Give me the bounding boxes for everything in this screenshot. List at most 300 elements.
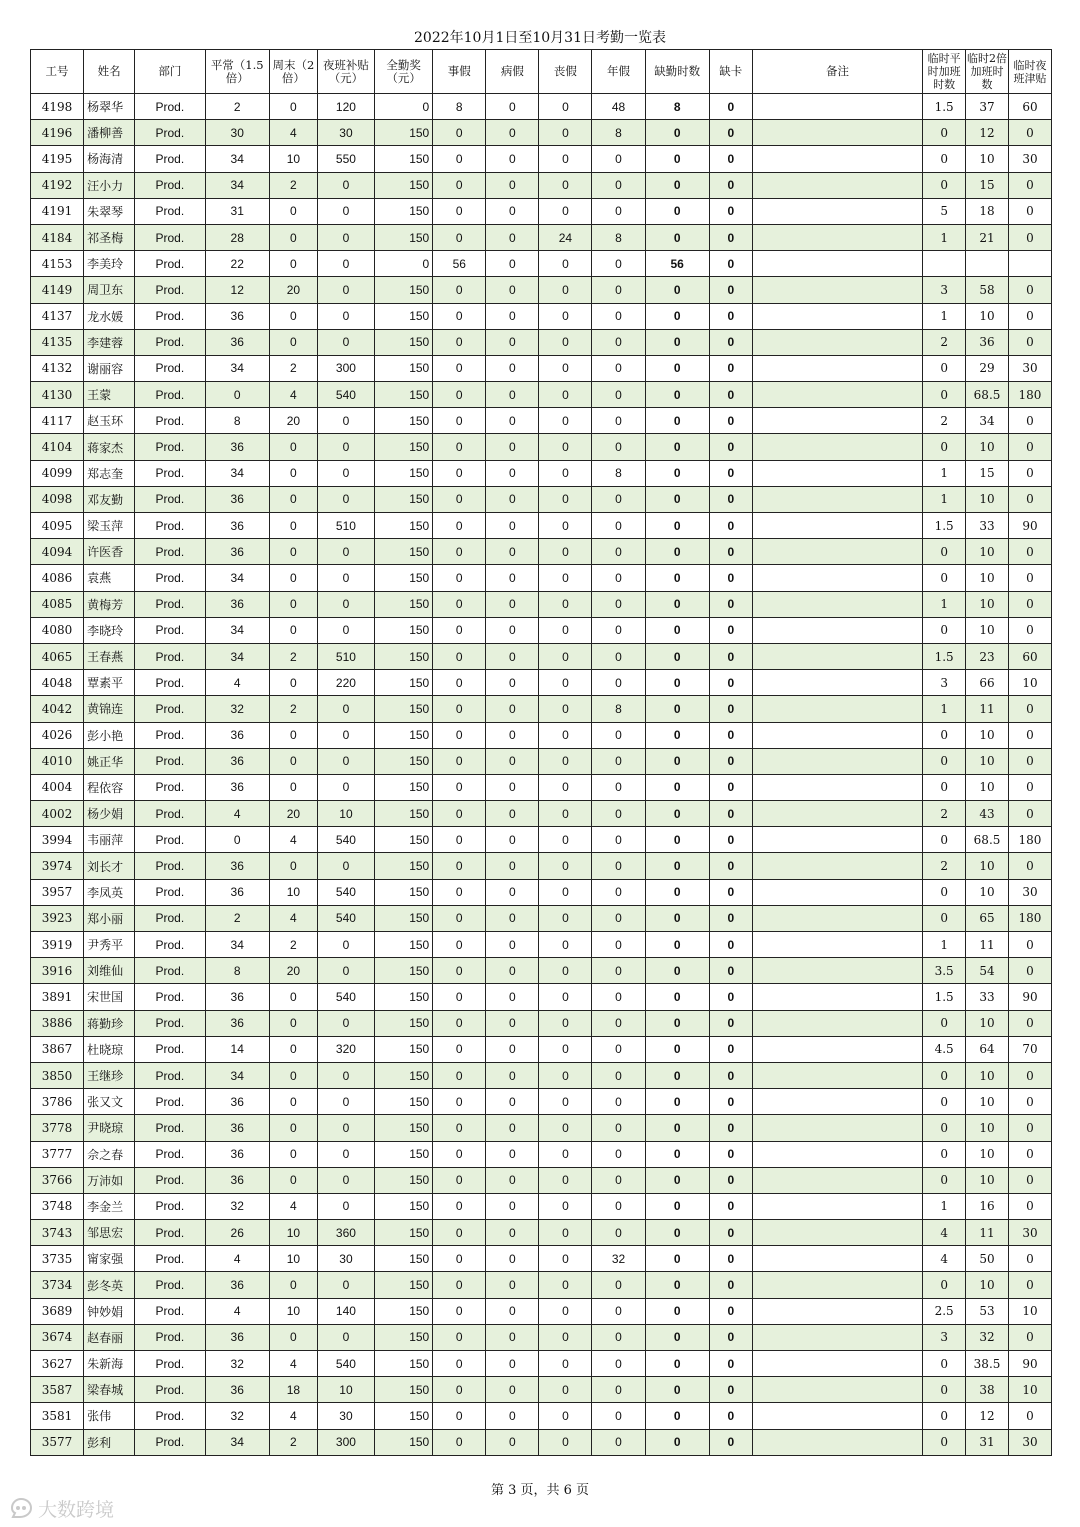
cell-annual-leave: 0	[592, 1036, 645, 1062]
cell-personal-leave: 0	[433, 120, 486, 146]
cell-full-attendance-bonus: 150	[375, 486, 433, 512]
cell-full-attendance-bonus: 150	[375, 120, 433, 146]
cell-name: 王继珍	[84, 1062, 135, 1088]
cell-missed-punch: 0	[709, 1141, 752, 1167]
cell-sick-leave: 0	[486, 1351, 539, 1377]
cell-annual-leave: 0	[592, 1193, 645, 1219]
cell-employee-id: 3734	[31, 1272, 84, 1298]
cell-weekday-ot: 36	[205, 591, 269, 617]
cell-personal-leave: 0	[433, 1351, 486, 1377]
cell-annual-leave: 0	[592, 748, 645, 774]
cell-bereavement-leave: 0	[539, 984, 592, 1010]
cell-weekend-ot: 20	[269, 277, 317, 303]
cell-temp-night-allowance: 30	[1008, 146, 1051, 172]
cell-remarks	[752, 146, 923, 172]
cell-bereavement-leave: 0	[539, 1403, 592, 1429]
cell-weekend-ot: 4	[269, 1403, 317, 1429]
cell-temp-double-ot: 10	[966, 722, 1009, 748]
cell-personal-leave: 0	[433, 643, 486, 669]
cell-temp-double-ot: 43	[966, 801, 1009, 827]
cell-personal-leave: 0	[433, 670, 486, 696]
table-row	[31, 1167, 1052, 1193]
cell-employee-id: 4004	[31, 774, 84, 800]
cell-bereavement-leave: 0	[539, 879, 592, 905]
cell-temp-night-allowance: 0	[1008, 486, 1051, 512]
header-col-bereavement-leave: 丧假	[539, 50, 592, 94]
cell-name: 姚正华	[84, 748, 135, 774]
cell-absence-hours: 0	[645, 1429, 709, 1455]
cell-temp-night-allowance: 0	[1008, 120, 1051, 146]
table-row	[31, 853, 1052, 879]
cell-department: Prod.	[135, 303, 205, 329]
table-row	[31, 696, 1052, 722]
cell-temp-night-allowance: 0	[1008, 722, 1051, 748]
cell-full-attendance-bonus: 150	[375, 958, 433, 984]
cell-temp-night-allowance: 0	[1008, 1272, 1051, 1298]
cell-sick-leave: 0	[486, 801, 539, 827]
cell-sick-leave: 0	[486, 1403, 539, 1429]
cell-temp-weekday-ot: 4	[923, 1246, 966, 1272]
cell-employee-id: 3766	[31, 1167, 84, 1193]
cell-remarks	[752, 460, 923, 486]
cell-night-allowance: 300	[317, 1429, 374, 1455]
cell-temp-weekday-ot: 0	[923, 748, 966, 774]
cell-remarks	[752, 1089, 923, 1115]
cell-department: Prod.	[135, 1167, 205, 1193]
cell-weekday-ot: 2	[205, 94, 269, 120]
cell-weekday-ot: 34	[205, 643, 269, 669]
cell-absence-hours: 0	[645, 434, 709, 460]
cell-full-attendance-bonus: 150	[375, 1403, 433, 1429]
cell-weekday-ot: 8	[205, 958, 269, 984]
cell-missed-punch: 0	[709, 801, 752, 827]
cell-temp-double-ot: 10	[966, 1115, 1009, 1141]
cell-temp-night-allowance: 0	[1008, 853, 1051, 879]
cell-weekday-ot: 34	[205, 1429, 269, 1455]
table-row	[31, 94, 1052, 120]
cell-personal-leave: 0	[433, 774, 486, 800]
cell-bereavement-leave: 0	[539, 801, 592, 827]
table-row	[31, 1220, 1052, 1246]
cell-weekend-ot: 10	[269, 1220, 317, 1246]
cell-sick-leave: 0	[486, 879, 539, 905]
cell-employee-id: 4198	[31, 94, 84, 120]
cell-weekday-ot: 36	[205, 748, 269, 774]
cell-name: 彭冬英	[84, 1272, 135, 1298]
cell-employee-id: 3674	[31, 1324, 84, 1350]
cell-temp-night-allowance: 0	[1008, 1115, 1051, 1141]
cell-full-attendance-bonus: 150	[375, 434, 433, 460]
cell-personal-leave: 0	[433, 146, 486, 172]
cell-name: 黄锦连	[84, 696, 135, 722]
watermark	[8, 1494, 114, 1522]
cell-sick-leave: 0	[486, 251, 539, 277]
cell-temp-weekday-ot: 1.5	[923, 984, 966, 1010]
cell-temp-weekday-ot: 0	[923, 1429, 966, 1455]
cell-absence-hours: 0	[645, 408, 709, 434]
cell-absence-hours: 8	[645, 94, 709, 120]
cell-sick-leave: 0	[486, 1220, 539, 1246]
cell-sick-leave: 0	[486, 460, 539, 486]
cell-weekday-ot: 36	[205, 539, 269, 565]
table-row	[31, 565, 1052, 591]
cell-night-allowance: 0	[317, 460, 374, 486]
cell-full-attendance-bonus: 150	[375, 932, 433, 958]
cell-night-allowance: 0	[317, 303, 374, 329]
table-row	[31, 1036, 1052, 1062]
cell-annual-leave: 0	[592, 277, 645, 303]
cell-personal-leave: 0	[433, 486, 486, 512]
cell-full-attendance-bonus: 150	[375, 1220, 433, 1246]
cell-temp-night-allowance: 0	[1008, 434, 1051, 460]
cell-weekday-ot: 4	[205, 1298, 269, 1324]
cell-weekday-ot: 2	[205, 905, 269, 931]
cell-temp-double-ot: 31	[966, 1429, 1009, 1455]
cell-remarks	[752, 513, 923, 539]
cell-absence-hours: 0	[645, 1298, 709, 1324]
cell-temp-weekday-ot: 4.5	[923, 1036, 966, 1062]
cell-bereavement-leave: 0	[539, 94, 592, 120]
cell-weekend-ot: 0	[269, 670, 317, 696]
cell-department: Prod.	[135, 434, 205, 460]
cell-employee-id: 4086	[31, 565, 84, 591]
cell-sick-leave: 0	[486, 565, 539, 591]
cell-absence-hours: 0	[645, 1272, 709, 1298]
cell-sick-leave: 0	[486, 1141, 539, 1167]
cell-weekend-ot: 0	[269, 722, 317, 748]
cell-employee-id: 3957	[31, 879, 84, 905]
cell-bereavement-leave: 0	[539, 617, 592, 643]
cell-department: Prod.	[135, 853, 205, 879]
cell-personal-leave: 0	[433, 408, 486, 434]
table-row	[31, 1115, 1052, 1141]
cell-department: Prod.	[135, 513, 205, 539]
table-row	[31, 591, 1052, 617]
cell-weekday-ot: 36	[205, 513, 269, 539]
cell-department: Prod.	[135, 774, 205, 800]
cell-missed-punch: 0	[709, 565, 752, 591]
cell-department: Prod.	[135, 1298, 205, 1324]
cell-weekend-ot: 0	[269, 1115, 317, 1141]
cell-weekend-ot: 0	[269, 774, 317, 800]
cell-remarks	[752, 1246, 923, 1272]
cell-temp-weekday-ot: 0	[923, 722, 966, 748]
cell-weekend-ot: 0	[269, 539, 317, 565]
cell-department: Prod.	[135, 801, 205, 827]
cell-remarks	[752, 1062, 923, 1088]
cell-night-allowance: 30	[317, 120, 374, 146]
cell-temp-weekday-ot: 0	[923, 1272, 966, 1298]
cell-missed-punch: 0	[709, 251, 752, 277]
cell-sick-leave: 0	[486, 277, 539, 303]
header-col-sick-leave: 病假	[486, 50, 539, 94]
cell-night-allowance: 0	[317, 329, 374, 355]
cell-temp-weekday-ot: 0	[923, 1010, 966, 1036]
cell-bereavement-leave: 0	[539, 1220, 592, 1246]
cell-temp-night-allowance: 10	[1008, 670, 1051, 696]
cell-remarks	[752, 1377, 923, 1403]
cell-remarks	[752, 277, 923, 303]
header-col-personal-leave: 事假	[433, 50, 486, 94]
cell-night-allowance: 0	[317, 1272, 374, 1298]
cell-annual-leave: 0	[592, 1272, 645, 1298]
cell-weekend-ot: 0	[269, 1272, 317, 1298]
cell-remarks	[752, 1010, 923, 1036]
cell-missed-punch: 0	[709, 146, 752, 172]
cell-temp-double-ot: 10	[966, 853, 1009, 879]
cell-personal-leave: 0	[433, 1324, 486, 1350]
cell-temp-weekday-ot: 2	[923, 853, 966, 879]
table-row	[31, 958, 1052, 984]
cell-employee-id: 4085	[31, 591, 84, 617]
cell-weekday-ot: 36	[205, 722, 269, 748]
cell-temp-double-ot: 64	[966, 1036, 1009, 1062]
cell-remarks	[752, 1115, 923, 1141]
cell-department: Prod.	[135, 277, 205, 303]
cell-temp-double-ot: 23	[966, 643, 1009, 669]
cell-weekday-ot: 36	[205, 486, 269, 512]
cell-temp-weekday-ot: 0	[923, 565, 966, 591]
cell-absence-hours: 0	[645, 1141, 709, 1167]
cell-weekday-ot: 34	[205, 565, 269, 591]
cell-missed-punch: 0	[709, 696, 752, 722]
cell-night-allowance: 140	[317, 1298, 374, 1324]
cell-name: 赵春丽	[84, 1324, 135, 1350]
cell-full-attendance-bonus: 150	[375, 1351, 433, 1377]
cell-night-allowance: 0	[317, 565, 374, 591]
cell-absence-hours: 0	[645, 722, 709, 748]
header-col-weekday-ot: 平常（1.5倍）	[205, 50, 269, 94]
cell-name: 万沛如	[84, 1167, 135, 1193]
cell-employee-id: 4094	[31, 539, 84, 565]
cell-absence-hours: 0	[645, 1167, 709, 1193]
cell-temp-double-ot: 10	[966, 486, 1009, 512]
cell-bereavement-leave: 0	[539, 1377, 592, 1403]
cell-missed-punch: 0	[709, 224, 752, 250]
cell-absence-hours: 0	[645, 591, 709, 617]
cell-night-allowance: 540	[317, 879, 374, 905]
cell-night-allowance: 300	[317, 355, 374, 381]
table-row	[31, 382, 1052, 408]
cell-annual-leave: 0	[592, 879, 645, 905]
cell-personal-leave: 0	[433, 434, 486, 460]
cell-weekday-ot: 36	[205, 434, 269, 460]
table-row	[31, 1403, 1052, 1429]
cell-temp-night-allowance: 30	[1008, 879, 1051, 905]
cell-temp-weekday-ot: 0	[923, 1167, 966, 1193]
cell-absence-hours: 0	[645, 565, 709, 591]
cell-bereavement-leave: 0	[539, 1324, 592, 1350]
cell-absence-hours: 0	[645, 932, 709, 958]
cell-temp-double-ot: 10	[966, 1010, 1009, 1036]
cell-name: 钟妙娟	[84, 1298, 135, 1324]
cell-full-attendance-bonus: 150	[375, 984, 433, 1010]
cell-sick-leave: 0	[486, 1193, 539, 1219]
cell-weekday-ot: 28	[205, 224, 269, 250]
cell-department: Prod.	[135, 1089, 205, 1115]
cell-annual-leave: 0	[592, 617, 645, 643]
cell-absence-hours: 0	[645, 879, 709, 905]
cell-temp-double-ot: 34	[966, 408, 1009, 434]
cell-bereavement-leave: 0	[539, 591, 592, 617]
cell-name: 王春燕	[84, 643, 135, 669]
table-row	[31, 408, 1052, 434]
cell-remarks	[752, 1036, 923, 1062]
cell-bereavement-leave: 0	[539, 722, 592, 748]
header-col-department: 部门	[135, 50, 205, 94]
cell-full-attendance-bonus: 150	[375, 1377, 433, 1403]
cell-night-allowance: 0	[317, 198, 374, 224]
cell-temp-weekday-ot: 0	[923, 172, 966, 198]
cell-sick-leave: 0	[486, 1089, 539, 1115]
cell-sick-leave: 0	[486, 827, 539, 853]
cell-bereavement-leave: 0	[539, 329, 592, 355]
cell-weekend-ot: 0	[269, 565, 317, 591]
cell-temp-weekday-ot: 0	[923, 434, 966, 460]
cell-sick-leave: 0	[486, 408, 539, 434]
cell-weekday-ot: 12	[205, 277, 269, 303]
cell-sick-leave: 0	[486, 905, 539, 931]
cell-annual-leave: 0	[592, 643, 645, 669]
table-row	[31, 539, 1052, 565]
cell-bereavement-leave: 0	[539, 905, 592, 931]
cell-bereavement-leave: 0	[539, 958, 592, 984]
cell-department: Prod.	[135, 172, 205, 198]
cell-temp-weekday-ot: 0	[923, 1351, 966, 1377]
cell-weekend-ot: 0	[269, 1167, 317, 1193]
cell-remarks	[752, 94, 923, 120]
cell-weekend-ot: 10	[269, 1246, 317, 1272]
cell-personal-leave: 0	[433, 1193, 486, 1219]
cell-sick-leave: 0	[486, 774, 539, 800]
cell-temp-weekday-ot: 0	[923, 1089, 966, 1115]
cell-personal-leave: 0	[433, 1298, 486, 1324]
cell-department: Prod.	[135, 984, 205, 1010]
cell-annual-leave: 0	[592, 539, 645, 565]
table-row	[31, 1351, 1052, 1377]
cell-bereavement-leave: 0	[539, 565, 592, 591]
cell-annual-leave: 0	[592, 801, 645, 827]
cell-employee-id: 4149	[31, 277, 84, 303]
table-row	[31, 224, 1052, 250]
cell-missed-punch: 0	[709, 748, 752, 774]
cell-absence-hours: 0	[645, 905, 709, 931]
cell-night-allowance: 0	[317, 1141, 374, 1167]
cell-temp-double-ot: 10	[966, 1167, 1009, 1193]
cell-department: Prod.	[135, 643, 205, 669]
cell-personal-leave: 0	[433, 801, 486, 827]
cell-full-attendance-bonus: 150	[375, 1298, 433, 1324]
cell-remarks	[752, 539, 923, 565]
cell-temp-double-ot: 10	[966, 879, 1009, 905]
cell-name: 邹思宏	[84, 1220, 135, 1246]
cell-missed-punch: 0	[709, 1167, 752, 1193]
cell-name: 郑小丽	[84, 905, 135, 931]
cell-temp-night-allowance: 0	[1008, 696, 1051, 722]
cell-missed-punch: 0	[709, 1324, 752, 1350]
cell-night-allowance: 220	[317, 670, 374, 696]
cell-weekday-ot: 36	[205, 329, 269, 355]
cell-missed-punch: 0	[709, 486, 752, 512]
cell-temp-double-ot: 10	[966, 591, 1009, 617]
cell-missed-punch: 0	[709, 1220, 752, 1246]
cell-employee-id: 4095	[31, 513, 84, 539]
cell-bereavement-leave: 0	[539, 277, 592, 303]
cell-weekend-ot: 2	[269, 355, 317, 381]
cell-employee-id: 4132	[31, 355, 84, 381]
cell-personal-leave: 0	[433, 355, 486, 381]
cell-annual-leave: 0	[592, 1062, 645, 1088]
cell-full-attendance-bonus: 150	[375, 748, 433, 774]
cell-name: 郑志奎	[84, 460, 135, 486]
cell-temp-double-ot: 38.5	[966, 1351, 1009, 1377]
cell-name: 邓友勤	[84, 486, 135, 512]
cell-night-allowance: 0	[317, 1193, 374, 1219]
table-row	[31, 801, 1052, 827]
cell-bereavement-leave: 0	[539, 1272, 592, 1298]
cell-absence-hours: 0	[645, 1115, 709, 1141]
cell-personal-leave: 0	[433, 329, 486, 355]
cell-personal-leave: 8	[433, 94, 486, 120]
cell-remarks	[752, 984, 923, 1010]
cell-weekday-ot: 36	[205, 774, 269, 800]
cell-sick-leave: 0	[486, 172, 539, 198]
header-col-missed-punch: 缺卡	[709, 50, 752, 94]
cell-night-allowance: 0	[317, 1010, 374, 1036]
cell-night-allowance: 0	[317, 277, 374, 303]
attendance-table	[30, 49, 1052, 1456]
cell-name: 李美玲	[84, 251, 135, 277]
cell-department: Prod.	[135, 408, 205, 434]
cell-name: 王蒙	[84, 382, 135, 408]
cell-temp-night-allowance: 0	[1008, 801, 1051, 827]
cell-remarks	[752, 1272, 923, 1298]
cell-missed-punch: 0	[709, 774, 752, 800]
cell-temp-weekday-ot: 5	[923, 198, 966, 224]
cell-absence-hours: 0	[645, 486, 709, 512]
cell-department: Prod.	[135, 382, 205, 408]
cell-annual-leave: 0	[592, 984, 645, 1010]
cell-night-allowance: 0	[317, 748, 374, 774]
cell-remarks	[752, 382, 923, 408]
cell-name: 程依容	[84, 774, 135, 800]
cell-temp-weekday-ot: 1	[923, 303, 966, 329]
cell-sick-leave: 0	[486, 355, 539, 381]
cell-absence-hours: 0	[645, 853, 709, 879]
cell-personal-leave: 0	[433, 1167, 486, 1193]
table-body	[31, 94, 1052, 1456]
cell-department: Prod.	[135, 198, 205, 224]
cell-bereavement-leave: 0	[539, 408, 592, 434]
cell-temp-night-allowance: 10	[1008, 1377, 1051, 1403]
cell-weekend-ot: 0	[269, 434, 317, 460]
cell-annual-leave: 0	[592, 1141, 645, 1167]
cell-temp-night-allowance: 0	[1008, 748, 1051, 774]
cell-employee-id: 4026	[31, 722, 84, 748]
cell-temp-double-ot: 12	[966, 1403, 1009, 1429]
cell-weekend-ot: 18	[269, 1377, 317, 1403]
cell-absence-hours: 0	[645, 1010, 709, 1036]
cell-night-allowance: 30	[317, 1246, 374, 1272]
cell-temp-night-allowance: 0	[1008, 408, 1051, 434]
cell-remarks	[752, 591, 923, 617]
cell-remarks	[752, 801, 923, 827]
cell-temp-night-allowance: 0	[1008, 565, 1051, 591]
cell-bereavement-leave: 0	[539, 1167, 592, 1193]
cell-weekday-ot: 14	[205, 1036, 269, 1062]
cell-remarks	[752, 670, 923, 696]
cell-weekday-ot: 34	[205, 146, 269, 172]
